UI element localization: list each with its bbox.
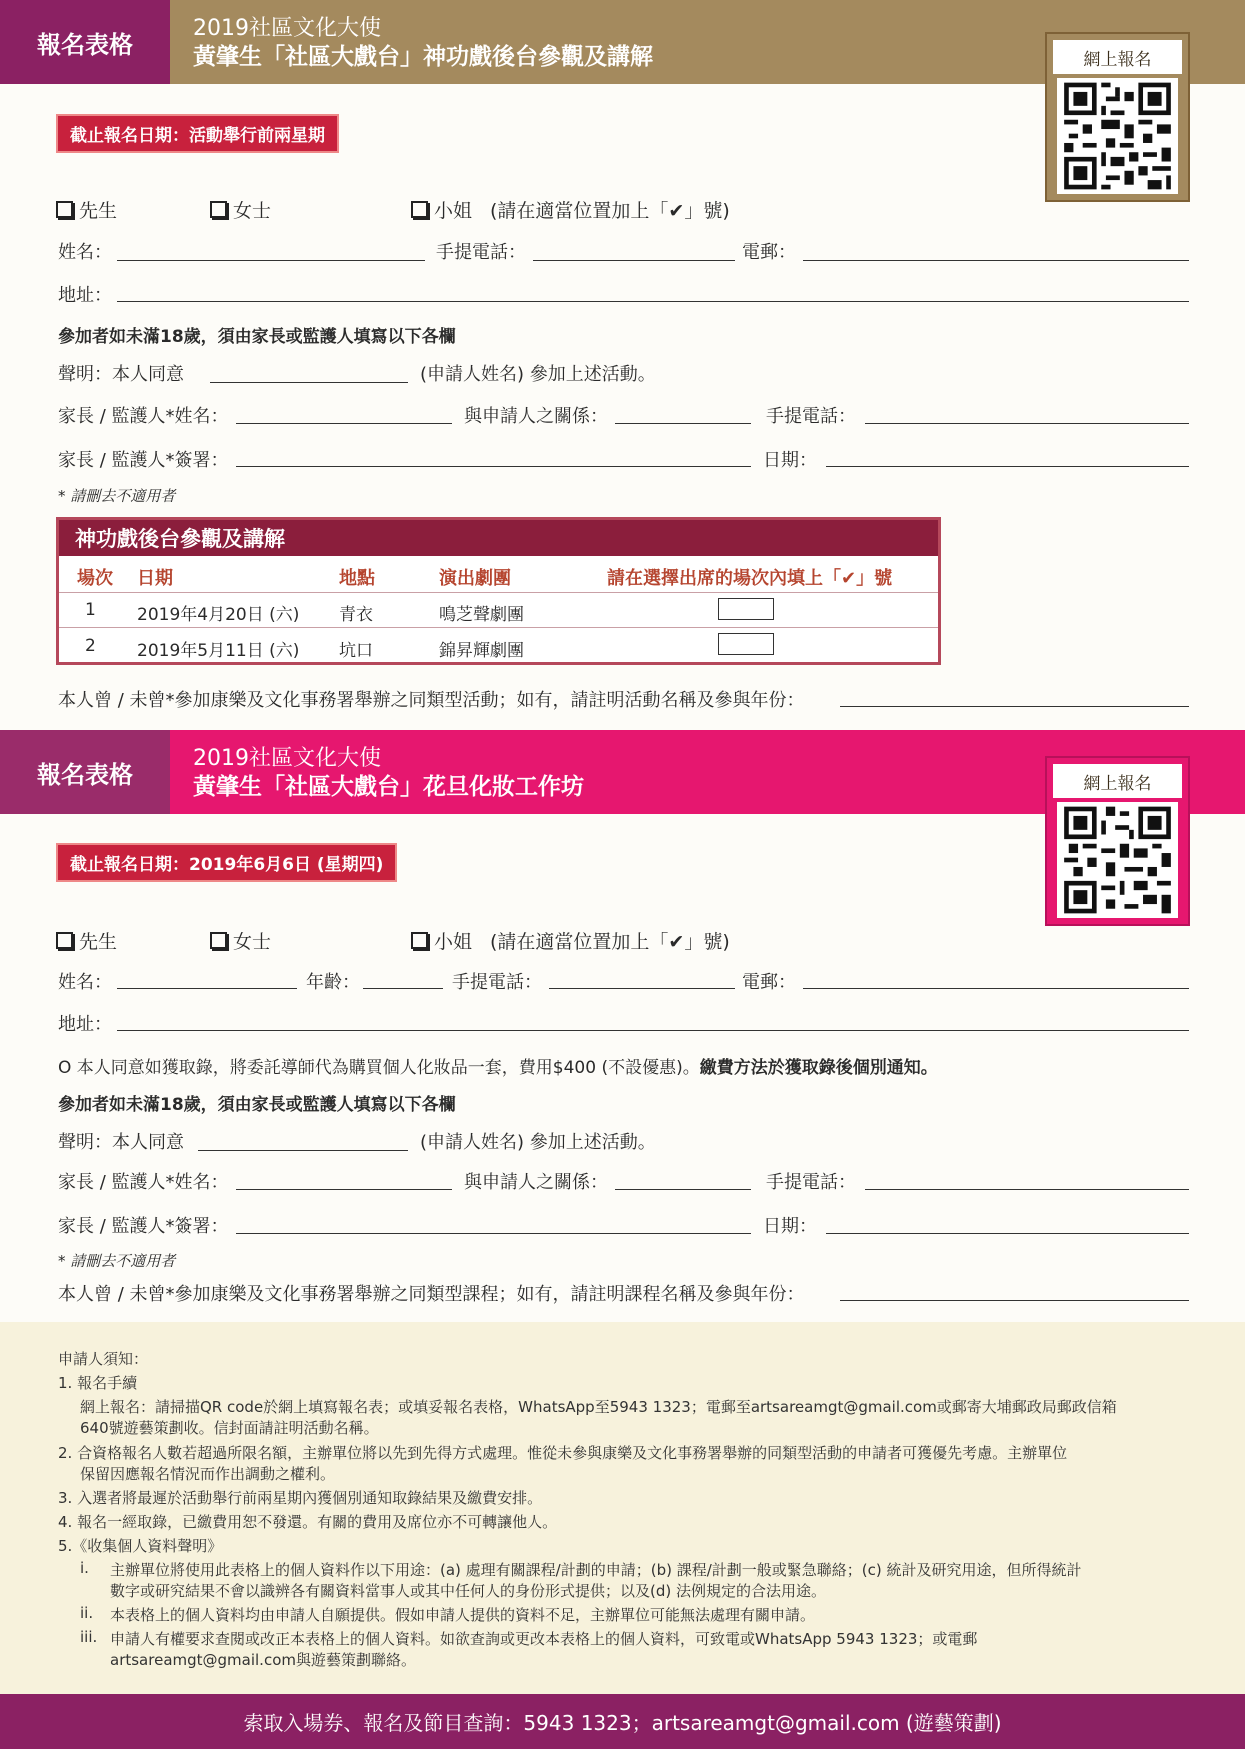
email-label: 電郵：: [742, 972, 796, 993]
delete-note: * 請刪去不適用者: [58, 1252, 176, 1270]
date-label: 日期：: [763, 450, 817, 471]
prior-participation-line[interactable]: [840, 706, 1189, 707]
note-item: 數字或研究結果不會以識辨各有關資料當事人或其中任何人的身份形式提供；以及(d) 法例規定的合法用途。: [110, 1582, 826, 1600]
col-header-select: 請在選擇出席的場次內填上「✔」號: [607, 568, 893, 589]
mobile-input-line[interactable]: [549, 988, 735, 989]
table-cell: 鳴芝聲劇團: [439, 605, 524, 625]
checkbox-mr[interactable]: 先生: [56, 927, 117, 954]
guardian-sign-line[interactable]: [236, 466, 751, 467]
applicant-notes: [0, 1322, 1245, 1694]
checkbox-miss[interactable]: 小姐 (請在適當位置加上「✔」號): [411, 196, 730, 223]
email-input-line[interactable]: [803, 988, 1189, 989]
qr-code-icon[interactable]: [1057, 802, 1178, 918]
table-cell: 2: [85, 636, 96, 656]
section1-qr-box[interactable]: [1045, 32, 1190, 202]
prior-participation-label: 本人曾 / 未曾*參加康樂及文化事務署舉辦之同類型課程；如有，請註明課程名稱及參與年份：: [58, 1284, 805, 1305]
address-label: 地址：: [58, 285, 112, 306]
date-line[interactable]: [826, 1233, 1189, 1234]
guardian-mobile-line[interactable]: [865, 423, 1189, 424]
session2-checkbox[interactable]: [718, 633, 774, 655]
col-header-session: 場次: [77, 568, 113, 589]
table-cell: 1: [85, 600, 96, 620]
date-line[interactable]: [826, 466, 1189, 467]
prior-participation-line[interactable]: [840, 1300, 1189, 1301]
relation-label: 與申請人之關係：: [464, 1172, 608, 1193]
session-table: [56, 517, 941, 665]
section2-tab: 報名表格: [0, 730, 170, 814]
note-item: 5.《收集個人資料聲明》: [58, 1537, 223, 1555]
note-roman: iii.: [80, 1628, 98, 1646]
section1-tab: 報名表格: [0, 0, 170, 84]
declaration-label: 聲明：本人同意: [58, 364, 184, 385]
date-label: 日期：: [763, 1216, 817, 1237]
section2-title-line1: 2019社區文化大使: [193, 746, 381, 771]
checkbox-square-icon[interactable]: [210, 201, 227, 218]
note-item: 主辦單位將使用此表格上的個人資料作以下用途：(a) 處理有關課程/計劃的申請；(b) 課程/計劃一般或緊急聯絡；(c) 統計及研究用途，但所得統計: [110, 1561, 1082, 1579]
notes-heading: 申請人須知：: [58, 1350, 149, 1368]
checkbox-square-icon[interactable]: [210, 932, 227, 949]
online-registration-label: 網上報名: [1053, 764, 1182, 798]
checkbox-ms[interactable]: 女士: [210, 196, 271, 223]
guardian-mobile-line[interactable]: [865, 1189, 1189, 1190]
relation-line[interactable]: [615, 1189, 751, 1190]
checkbox-square-icon[interactable]: [411, 932, 428, 949]
table-title: 神功戲後台參觀及講解: [59, 520, 938, 556]
note-item: artsareamgt@gmail.com與遊藝策劃聯絡。: [110, 1651, 416, 1669]
checkbox-ms[interactable]: 女士: [210, 927, 271, 954]
address-label: 地址：: [58, 1014, 112, 1035]
checkbox-square-icon[interactable]: [56, 932, 73, 949]
qr-code-icon[interactable]: [1057, 78, 1178, 194]
address-input-line[interactable]: [117, 301, 1189, 302]
delete-note: * 請刪去不適用者: [58, 487, 176, 505]
session1-checkbox[interactable]: [718, 598, 774, 620]
mobile-label: 手提電話：: [436, 242, 526, 263]
declaration-suffix: (申請人姓名) 參加上述活動。: [420, 364, 656, 385]
declaration-name-line[interactable]: [210, 382, 408, 383]
section1-title-line1: 2019社區文化大使: [193, 16, 381, 41]
name-input-line[interactable]: [117, 988, 297, 989]
guardian-name-label: 家長 / 監護人*姓名：: [58, 1172, 229, 1193]
note-item: 3. 入選者將最遲於活動舉行前兩星期內獲個別通知取錄結果及繳費安排。: [58, 1489, 543, 1507]
note-item: 4. 報名一經取錄，已繳費用恕不發還。有關的費用及席位亦不可轉讓他人。: [58, 1513, 558, 1531]
checkbox-square-icon[interactable]: [411, 201, 428, 218]
online-registration-label: 網上報名: [1053, 40, 1182, 74]
declaration-suffix: (申請人姓名) 參加上述活動。: [420, 1132, 656, 1153]
relation-label: 與申請人之關係：: [464, 406, 608, 427]
section1-title-line2: 黃肇生「社區大戲台」神功戲後台參觀及講解: [193, 44, 653, 70]
section2-title-line2: 黃肇生「社區大戲台」花旦化妝工作坊: [193, 774, 584, 800]
note-roman: i.: [80, 1559, 89, 1577]
mobile-label: 手提電話：: [452, 972, 542, 993]
note-roman: ii.: [80, 1604, 94, 1622]
section1-title: [193, 14, 653, 72]
note-item: 網上報名：請掃描QR code於網上填寫報名表；或填妥報名表格，WhatsApp至5943 1323；電郵至artsareamgt@gmail.com或郵寄大埔郵政局郵政信箱: [80, 1398, 1117, 1416]
guardian-mobile-label: 手提電話：: [766, 406, 856, 427]
minor-note: 參加者如未滿18歲，須由家長或監護人填寫以下各欄: [58, 1095, 456, 1115]
address-input-line[interactable]: [117, 1030, 1189, 1031]
table-cell: 2019年4月20日 (六): [137, 605, 300, 625]
consent-statement[interactable]: O 本人同意如獲取錄，將委託導師代為購買個人化妝品一套，費用$400 (不設優惠)。繳費方法於獲取錄後個別通知。: [58, 1058, 938, 1078]
footer-contact: 索取入場券、報名及節目查詢：5943 1323；artsareamgt@gmail.com (遊藝策劃): [0, 1694, 1245, 1749]
section2-title: [193, 744, 584, 802]
checkbox-mr[interactable]: 先生: [56, 196, 117, 223]
declaration-name-line[interactable]: [198, 1150, 408, 1151]
section2-qr-box[interactable]: [1045, 756, 1190, 926]
table-cell: 坑口: [339, 641, 373, 661]
table-divider: [59, 592, 938, 593]
col-header-venue: 地點: [339, 568, 375, 589]
prior-participation-label: 本人曾 / 未曾*參加康樂及文化事務署舉辦之同類型活動；如有，請註明活動名稱及參與年份：: [58, 690, 805, 711]
section2-deadline-badge: 截止報名日期：2019年6月6日 (星期四): [56, 843, 397, 882]
checkbox-square-icon[interactable]: [56, 201, 73, 218]
guardian-sign-line[interactable]: [236, 1233, 751, 1234]
guardian-name-line[interactable]: [236, 1189, 452, 1190]
declaration-label: 聲明：本人同意: [58, 1132, 184, 1153]
name-label: 姓名：: [58, 972, 112, 993]
table-cell: 錦昇輝劇團: [439, 641, 524, 661]
guardian-mobile-label: 手提電話：: [766, 1172, 856, 1193]
email-input-line[interactable]: [803, 260, 1189, 261]
col-header-troupe: 演出劇團: [439, 568, 511, 589]
table-cell: 2019年5月11日 (六): [137, 641, 300, 661]
age-input-line[interactable]: [363, 988, 443, 989]
note-item: 640號遊藝策劃收。信封面請註明活動名稱。: [80, 1419, 379, 1437]
relation-line[interactable]: [615, 423, 751, 424]
age-label: 年齡：: [306, 972, 360, 993]
note-item: 保留因應報名情況而作出調動之權利。: [80, 1465, 336, 1483]
table-divider: [59, 627, 938, 628]
note-item: 1. 報名手續: [58, 1374, 138, 1392]
table-cell: 青衣: [339, 605, 373, 625]
minor-note: 參加者如未滿18歲，須由家長或監護人填寫以下各欄: [58, 327, 456, 347]
guardian-sign-label: 家長 / 監護人*簽署：: [58, 1216, 229, 1237]
note-item: 2. 合資格報名人數若超過所限名額，主辦單位將以先到先得方式處理。惟從未參與康樂及文化事務署舉辦的同類型活動的申請者可獲優先考慮。主辦單位: [58, 1444, 1068, 1462]
mobile-input-line[interactable]: [533, 260, 735, 261]
name-label: 姓名：: [58, 242, 112, 263]
email-label: 電郵：: [742, 242, 796, 263]
name-input-line[interactable]: [117, 260, 425, 261]
section1-deadline-badge: 截止報名日期：活動舉行前兩星期: [56, 114, 339, 153]
note-item: 本表格上的個人資料均由申請人自願提供。假如申請人提供的資料不足，主辦單位可能無法處理有關申請。: [110, 1606, 816, 1624]
guardian-sign-label: 家長 / 監護人*簽署：: [58, 450, 229, 471]
note-item: 申請人有權要求查閱或改正本表格上的個人資料。如欲查詢或更改本表格上的個人資料，可致電或WhatsApp 5943 1323；或電郵: [110, 1630, 978, 1648]
col-header-date: 日期: [137, 568, 173, 589]
checkbox-miss[interactable]: 小姐 (請在適當位置加上「✔」號): [411, 927, 730, 954]
guardian-name-label: 家長 / 監護人*姓名：: [58, 406, 229, 427]
guardian-name-line[interactable]: [236, 423, 452, 424]
